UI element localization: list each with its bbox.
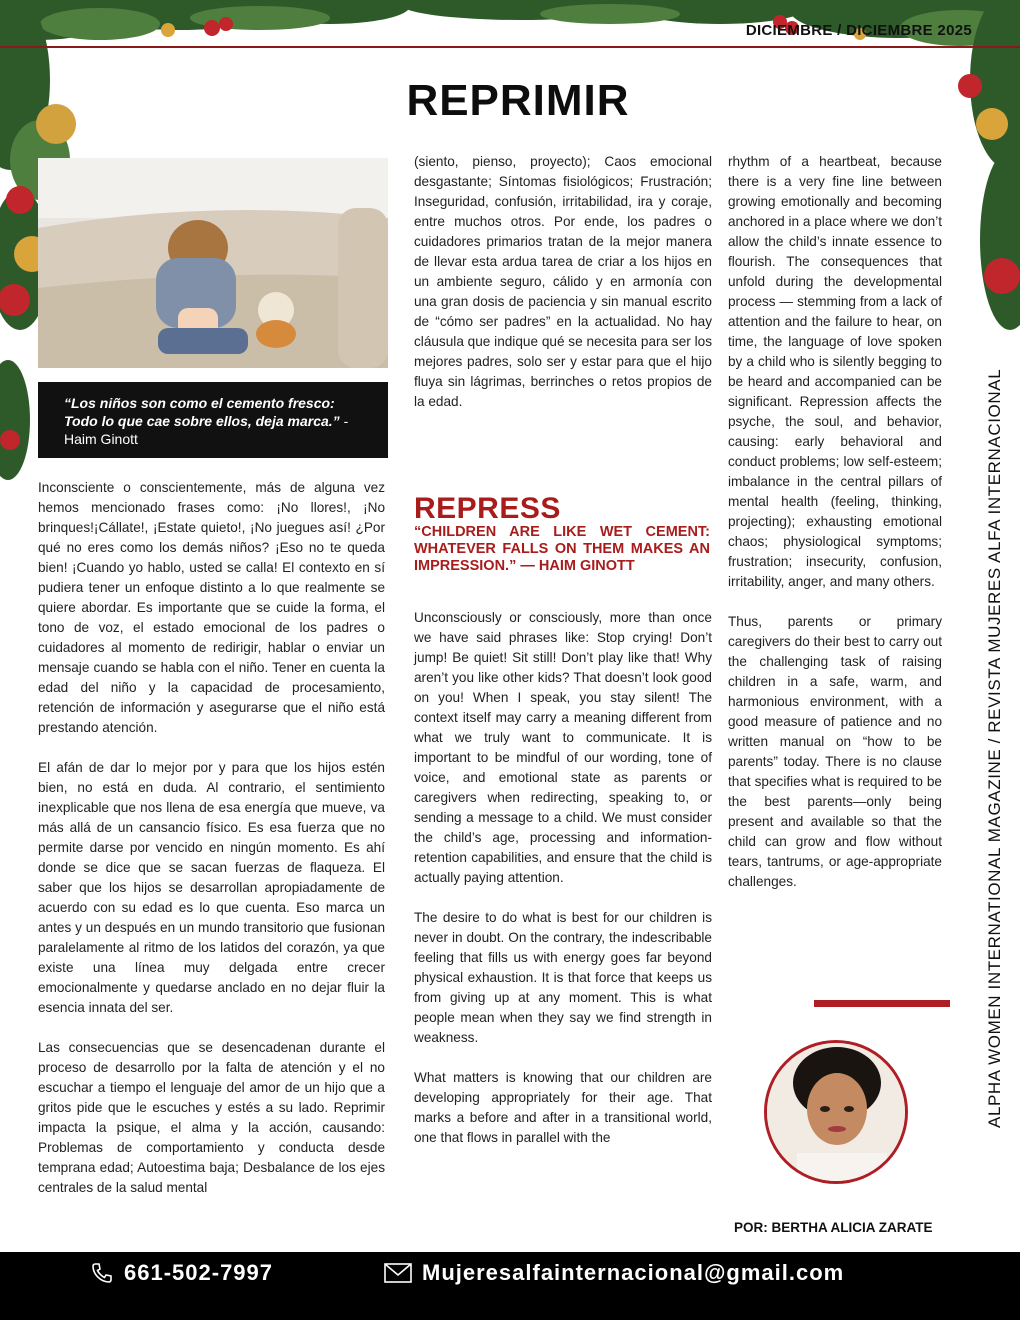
right-garland-decoration	[930, 0, 1020, 360]
child-photo	[38, 158, 388, 368]
english-paragraph: The desire to do what is best for our children is never in doubt. On the contrary, the indescribable feeling that fills us with energy goes far beyond physical exhaustion. It is that force that keeps us from giving up at any moment. This is what people mean when they say we find strength in weakness.	[414, 910, 712, 1045]
english-paragraph: rhythm of a heartbeat, because there is a very fine line between growing emotionally and becoming anchored in a place where we don’t allow the child’s innate essence to flourish. The consequences that unfold during the developmental process — stemming from a lack of attention and the failure to hear, on time, the language of love spoken by a child who is silently begging to be heard and accompanied can be significant. Repression affects the psyche, the soul, and behavior, causing: early behavioral and conduct problems; low self-esteem; imbalance in the central pillars of mental health (feeling, thinking, projecting); exhausting emotional chaos; physiological symptoms; frustration; insecurity, confusion, irritability, anger, and many others.	[728, 154, 942, 589]
author-portrait	[764, 1040, 908, 1184]
magazine-vertical-title: ALPHA WOMEN INTERNATIONAL MAGAZINE / REVISTA MUJERES ALFA INTERNACIONAL	[985, 368, 1004, 1128]
spanish-paragraph: El afán de dar lo mejor por y para que los hijos estén bien, no está en duda. Al contrario, el sentimiento inexplicable que nos llena de esa energía que mueve, va más allá de un cansancio físico. Es esa fuerza que no permite darse por vencido en ningún momento. Es ahí donde se dice que se sacan fuerzas de flaqueza. El saber que los hijos se desarrollan apropiadamente de acuerdo con su edad es lo que cuenta. Eso marca un antes y un después en un mundo transitorio que fusionan paralelamente al ritmo de los latidos del corazón, ya que existe una línea muy delgada entre crecer emocionalmente y quedarse anclado en no dejar fluir la esencia innata del ser.	[38, 760, 385, 1015]
phone-icon	[90, 1261, 114, 1285]
page-title: REPRIMIR	[406, 76, 630, 125]
english-title: REPRESS	[414, 492, 561, 525]
issue-date: DICIEMBRE / DICIEMBRE 2025	[745, 22, 972, 39]
footer-bar	[0, 1252, 1020, 1320]
spanish-column-continued	[414, 152, 712, 432]
pull-quote-author: -Haim Ginott	[64, 413, 349, 447]
english-column-right	[728, 152, 942, 912]
footer-phone	[90, 1260, 273, 1286]
english-paragraph: Unconsciously or consciously, more than once we have said phrases like: Stop crying! Don’t jump! Be quiet! Sit still! Don’t play like that! Why aren’t you like other kids? That doesn’t look good on you! When I speak, you stay silent! The context itself may carry a meaning different from what we truly want to communicate. It is important to be mindful of our wording, tone of voice, and emotional state as parents or caregivers when redirecting, speaking to, or sending a message to a child. We must consider the child’s age, processing and information-retention capabilities, and ensure that the child is actually paying attention.	[414, 610, 712, 885]
mail-icon	[384, 1263, 412, 1283]
english-paragraph: What matters is knowing that our children are developing appropriately for their age. That marks a before and after in a transitional world, one that flows in parallel with the	[414, 1070, 712, 1145]
email-address[interactable]: Mujeresalfainternacional@gmail.com	[422, 1260, 845, 1285]
english-paragraph: Thus, parents or primary caregivers do their best to carry out the challenging task of raising children in a safe, warm, and harmonious environment, with a good measure of patience and no written manual on “how to be parents” today. There is no clause that specifies what is required to be the best parents—only being present and available so that the child can grow and flow without tears, tantrums, or age-appropriate challenges.	[728, 614, 942, 889]
english-column-mid	[414, 608, 712, 1168]
header-rule	[0, 46, 1020, 48]
author-byline: POR: BERTHA ALICIA ZARATE	[734, 1220, 933, 1235]
spanish-paragraph: Inconsciente o conscientemente, más de alguna vez hemos mencionado frases como: ¡No llores!, ¡No brinques!¡Cállate!, ¡Estate quieto!, ¡No juegues así! ¿Por qué no eres como los demás niños? ¡Eso no te queda bien! ¡Cuando yo hablo, usted se calla! El contexto en sí pudiera tener un enfoque distinto a lo que realmente se quiere abordar. Es importante que se cuide la forma, el tono de voz, el estado emocional de los padres o cuidadores al momento de redirigir, hablar o enviar un mensaje cuando se habla con el niño. Tener en cuenta la edad del niño y la capacidad de procesamiento, retención de información y asegurarse que el niño está prestando atención.	[38, 480, 385, 735]
english-subtitle: “CHILDREN ARE LIKE WET CEMENT: WHATEVER FALLS ON THEM MAKES AN IMPRESSION.” — HAIM GINOTT	[414, 524, 710, 574]
pull-quote-text: “Los niños son como el cemento fresco: Todo lo que cae sobre ellos, deja marca.”	[64, 395, 340, 429]
footer-email	[384, 1260, 844, 1286]
accent-bar	[814, 1000, 950, 1007]
phone-number[interactable]: 661-502-7997	[124, 1260, 274, 1285]
spanish-column-left	[38, 478, 385, 1218]
spanish-paragraph: Las consecuencias que se desencadenan durante el proceso de desarrollo por la falta de atención y el no escuchar a tiempo el lenguaje del amor de un hijo que a gritos pide que le escuches y estés a su lado. Reprimir impacta la psique, el alma y la acción, causando: Problemas de comportamiento y conducta desde temprana edad; Autoestima baja; Desbalance de los ejes centrales de la salud mental	[38, 1040, 385, 1195]
pull-quote	[38, 382, 388, 458]
spanish-paragraph: (siento, pienso, proyecto); Caos emocional desgastante; Síntomas fisiológicos; Frustración; Inseguridad, confusión, irritabilidad, ira y coraje, entre muchos otros. Por ende, los padres o cuidadores primarios tratan de la mejor manera de llevar esta ardua tarea de criar a los hijos en un ambiente seguro, cálido y en armonía con una gran dosis de paciencia y sin manual escrito de “cómo ser padres” en la actualidad. No hay cláusula que indique qué se necesita para ser los mejores padres, solo ser y estar para que el hijo fluya sin lágrimas, berrinches o retos propios de la edad.	[414, 154, 712, 409]
